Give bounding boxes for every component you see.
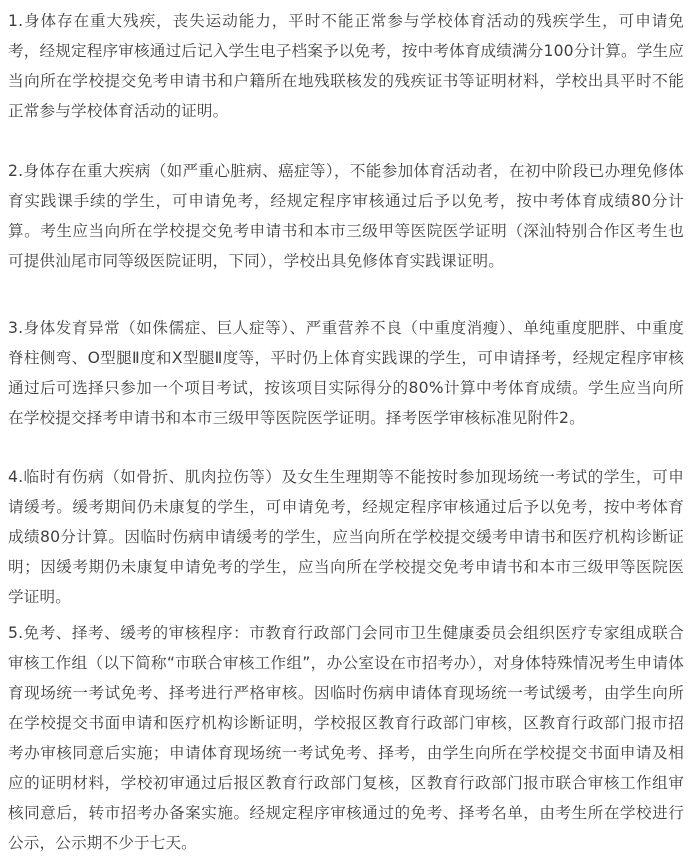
paragraph-2-exemption-serious-illness: 2.身体存在重大疾病（如严重心脏病、癌症等），不能参加体育活动者，在初中阶段已办理免修体育实践课手续的学生，可申请免考，经规定程序审核通过后予以免考，按中考体育成绩80分计算。考生应当向所在学校提交免考申请书和本市三级甲等医院医学证明（深汕特别合作区考生也可提供汕尾市同等级医院证明，下同），学校出具免修体育实践课证明。 <box>8 162 684 270</box>
paragraph-1-full-exemption-disability: 1.身体存在重大残疾，丧失运动能力，平时不能正常参与学校体育活动的残疾学生，可申请免考，经规定程序审核通过后记入学生电子档案予以免考，按中考体育成绩满分100分计算。学生应当向所在学校提交免考申请书和户籍所在地残联核发的残疾证书等证明材料，学校出具平时不能正常参与学校体育活动的证明。 <box>8 12 684 120</box>
paragraph-5-review-procedure: 5.免考、择考、缓考的审核程序：市教育行政部门会同市卫生健康委员会组织医疗专家组成联合审核工作组（以下简称“市联合审核工作组”，办公室设在市招考办），对身体特殊情况考生申请体育现场统一考试免考、择考进行严格审核。因临时伤病申请体育现场统一考试缓考，由学生向所在学校提交书面申请和医疗机构诊断证明，学校报区教育行政部门审核，区教育行政部门报市招考办审核同意后实施；申请体育现场统一考试免考、择考，由学生向所在学校提交书面申请及相应的证明材料，学校初审通过后报区教育行政部门复核，区教育行政部门报市联合审核工作组审核同意后，转市招考办备案实施。经规定程序审核通过的免考、择考名单，由考生所在学校进行公示，公示期不少于七天。 <box>8 624 684 852</box>
paragraph-3-selective-exam: 3.身体发育异常（如侏儒症、巨人症等）、严重营养不良（中重度消瘦）、单纯重度肥胖、中重度脊柱侧弯、O型腿Ⅱ度和X型腿Ⅱ度等，平时仍上体育实践课的学生，可申请择考，经规定程序审核通过后可选择只参加一个项目考试，按该项目实际得分的80%计算中考体育成绩。学生应当向所在学校提交择考申请书和本市三级甲等医院医学证明。择考医学审核标准见附件2。 <box>8 319 684 427</box>
paragraph-4-deferred-exam: 4.临时有伤病（如骨折、肌肉拉伤等）及女生生理期等不能按时参加现场统一考试的学生，可申请缓考。缓考期间仍未康复的学生，可申请免考，经规定程序审核通过后予以免考，按中考体育成绩80分计算。因临时伤病申请缓考的学生，应当向所在学校提交缓考申请书和医疗机构诊断证明；因缓考期仍未康复申请免考的学生，应当向所在学校提交免考申请书和本市三级甲等医院医学证明。 <box>8 468 684 606</box>
